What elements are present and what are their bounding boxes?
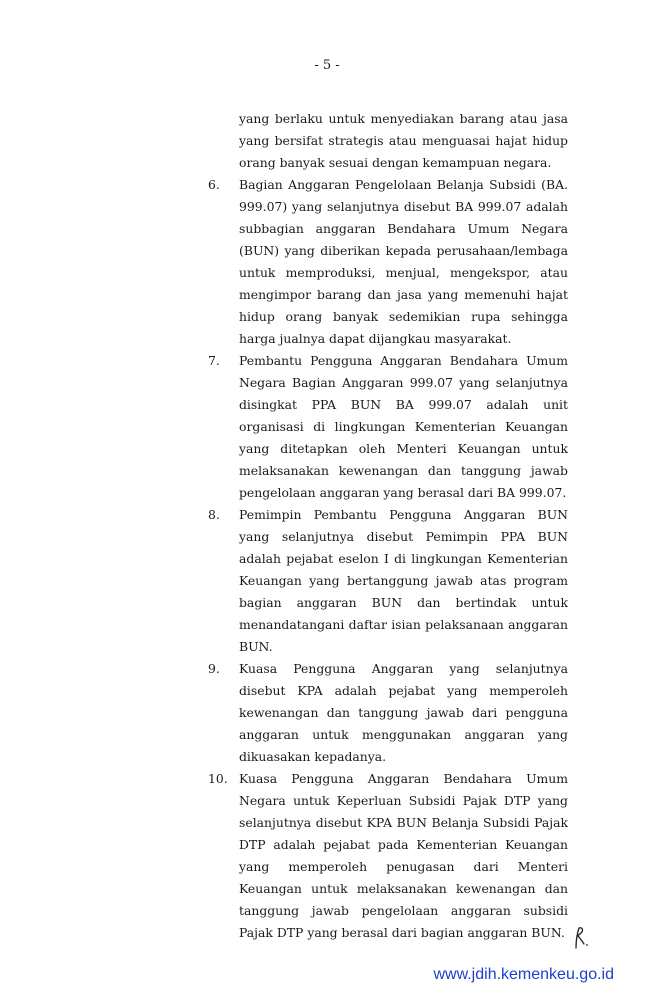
footer-website-link[interactable]: www.jdih.kemenkeu.go.id: [433, 966, 614, 983]
list-item-6: [208, 174, 568, 350]
list-text: Kuasa Pengguna Anggaran yang selanjutnya disebut KPA adalah pejabat yang memperoleh kewenangan dan tanggung jawab dari pengguna anggaran untuk menggunakan anggaran yang dikuasakan kepadanya.: [239, 661, 568, 764]
list-item-10: [208, 768, 568, 944]
page-number: - 5 -: [314, 58, 340, 73]
list-text: Pembantu Pengguna Anggaran Bendahara Umum Negara Bagian Anggaran 999.07 yang selanjutnya disingkat PPA BUN BA 999.07 adalah unit organisasi di lingkungan Kementerian Keuangan yang ditetapkan oleh Menteri Keuangan untuk melaksanakan kewenangan dan tanggung jawab pengelolaan anggaran yang berasal dari BA 999.07.: [239, 353, 568, 500]
continuation-paragraph: yang berlaku untuk menyediakan barang atau jasa yang bersifat strategis atau menguasai hajat hidup orang banyak sesuai dengan kemampuan negara.: [239, 111, 568, 170]
list-item-9: [208, 658, 568, 768]
list-text: Kuasa Pengguna Anggaran Bendahara Umum Negara untuk Keperluan Subsidi Pajak DTP yang selanjutnya disebut KPA BUN Belanja Subsidi Pajak DTP adalah pejabat pada Kementerian Keuangan yang memperoleh penugasan dari Menteri Keuangan untuk melaksanakan kewenangan dan tanggung jawab pengelolaan anggaran subsidi Pajak DTP yang berasal dari bagian anggaran BUN.: [239, 771, 568, 940]
list-number: 8.: [208, 507, 220, 522]
document-body: [208, 108, 568, 944]
list-number: 9.: [208, 661, 220, 676]
list-text: Bagian Anggaran Pengelolaan Belanja Subsidi (BA. 999.07) yang selanjutnya disebut BA 999.07 adalah subbagian anggaran Bendahara Umum Negara (BUN) yang diberikan kepada perusahaan/lembaga untuk memproduksi, menjual, mengekspor, atau mengimpor barang dan jasa yang memenuhi hajat hidup orang banyak sedemikian rupa sehingga harga jualnya dapat dijangkau masyarakat.: [239, 177, 568, 346]
list-text: Pemimpin Pembantu Pengguna Anggaran BUN yang selanjutnya disebut Pemimpin PPA BUN adalah pejabat eselon I di lingkungan Kementerian Keuangan yang bertanggung jawab atas program bagian anggaran BUN dan bertindak untuk menandatangani daftar isian pelaksanaan anggaran BUN.: [239, 507, 568, 654]
list-number: 10.: [208, 771, 228, 786]
list-item-8: [208, 504, 568, 658]
list-number: 7.: [208, 353, 220, 368]
paraph-signature-icon: [570, 924, 590, 950]
list-item-7: [208, 350, 568, 504]
list-number: 6.: [208, 177, 220, 192]
